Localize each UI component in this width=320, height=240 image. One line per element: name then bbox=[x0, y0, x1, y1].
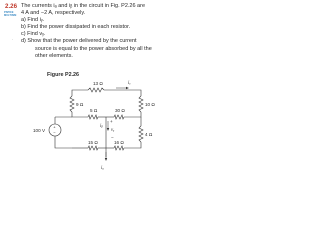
resistor-16-label: 16 Ω bbox=[114, 140, 124, 145]
resistor-4-ohm bbox=[139, 126, 143, 142]
resistor-13-ohm bbox=[88, 88, 104, 92]
source-plus: + bbox=[53, 124, 56, 130]
voltage-label: vᵧ bbox=[111, 128, 115, 133]
current-ie-arrow bbox=[116, 87, 129, 89]
voltage-plus: + bbox=[110, 119, 113, 124]
pspice-tag: PSPICE bbox=[4, 11, 14, 14]
problem-line-2: 4 A and −2 A, respectively. bbox=[21, 10, 86, 17]
part-a: a) Find iᵧ. bbox=[21, 17, 45, 24]
current-ic-label: iᵦ bbox=[100, 124, 103, 129]
resistor-30-ohm bbox=[114, 115, 124, 119]
current-ib-label: iₐ bbox=[101, 166, 104, 171]
part-d-line-3: other elements. bbox=[35, 52, 73, 59]
resistor-9-label: 9 Ω bbox=[76, 102, 84, 107]
current-ic-arrow bbox=[107, 121, 109, 131]
resistor-30-label: 30 Ω bbox=[115, 108, 125, 113]
part-c: c) Find vᵧ. bbox=[21, 31, 46, 38]
margin-mark: · bbox=[12, 37, 14, 42]
part-d-line-1: d) Show that the power delivered by the current bbox=[21, 38, 137, 45]
part-d-line-2: source is equal to the power absorbed by all the bbox=[35, 45, 152, 52]
resistor-5-label: 5 Ω bbox=[90, 108, 98, 113]
part-b: b) Find the power dissipated in each resistor. bbox=[21, 24, 131, 31]
resistor-5-ohm bbox=[88, 115, 98, 119]
source-minus: − bbox=[53, 130, 56, 136]
resistor-4-label: 4 Ω bbox=[145, 132, 153, 137]
current-ie-label: iₑ bbox=[128, 81, 131, 86]
circuit-diagram bbox=[0, 0, 200, 175]
resistor-13-label: 13 Ω bbox=[93, 81, 103, 86]
figure-label: Figure P2.26 bbox=[47, 72, 80, 78]
resistor-9-ohm bbox=[70, 96, 74, 112]
multisim-tag: MULTISIM bbox=[4, 14, 17, 18]
source-label: 100 V bbox=[33, 128, 46, 133]
problem-number: 2.26 bbox=[5, 3, 18, 10]
resistor-10-label: 10 Ω bbox=[145, 102, 155, 107]
resistor-15-label: 15 Ω bbox=[88, 140, 98, 145]
resistor-16-ohm bbox=[114, 146, 124, 150]
circuit-wires bbox=[55, 90, 141, 157]
resistor-15-ohm bbox=[88, 146, 98, 150]
voltage-minus: − bbox=[111, 135, 114, 140]
problem-line-1: The currents iₐ and iᵦ in the circuit in Fig. P2.26 are bbox=[21, 3, 145, 9]
current-ib-arrow bbox=[105, 152, 107, 161]
resistor-10-ohm bbox=[139, 96, 143, 112]
